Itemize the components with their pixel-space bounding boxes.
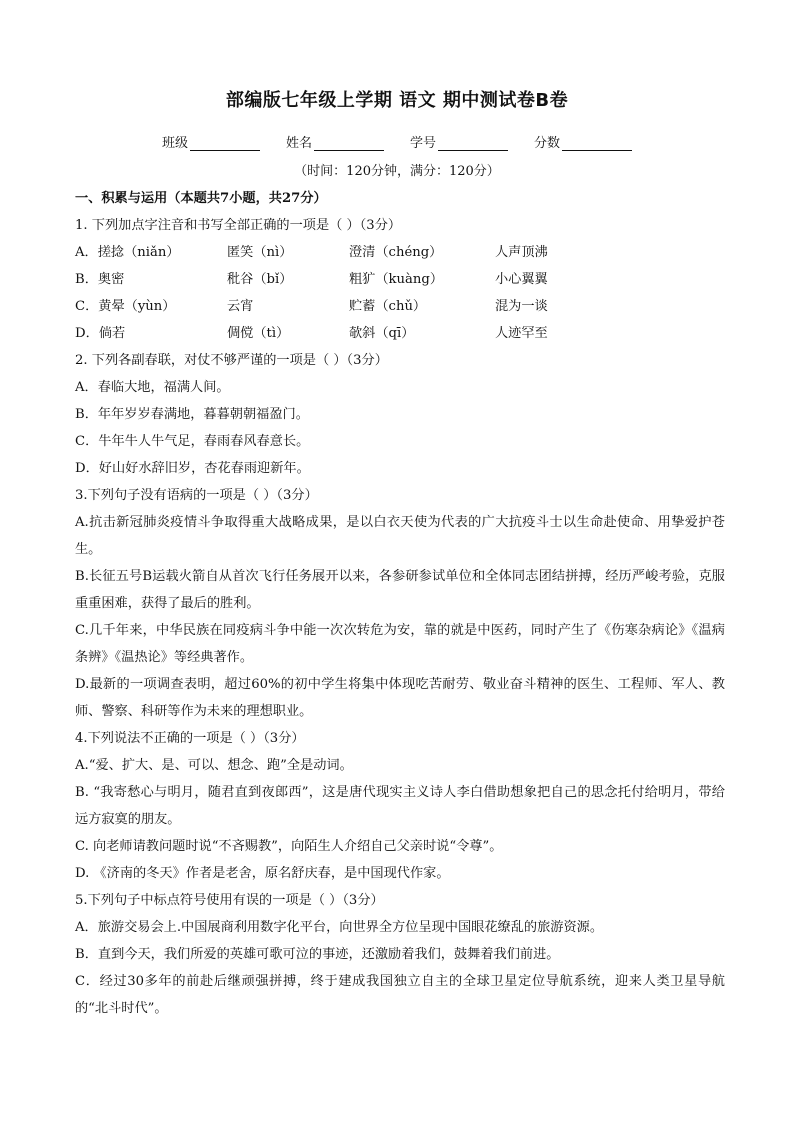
time-note: （时间：120分钟，满分：120分） [294,164,500,179]
question-5-option-a: A．旅游交易会上.中国展商利用数字化平台，向世界全方位呈现中国眼花缭乱的旅游资源。 [75,920,604,935]
option-cell: D．倘若 [75,326,126,341]
class-field [162,132,260,151]
question-4-stem: 4.下列说法不正确的一项是（ ）（3分） [75,731,305,746]
option-cell: 秕谷（bǐ） [227,272,293,287]
question-2-stem: 2. 下列各副春联，对仗不够严谨的一项是（ ）（3分） [75,353,388,368]
question-5-option-c: C．经过30多年的前赴后继顽强拼搏，终于建成我国独立自主的全球卫星定位导航系统，迎来人类卫星导航的“北斗时代”。 [75,974,725,1016]
option-cell: 倜傥（tì） [227,326,290,341]
question-2-option-c: C．牛年牛人牛气足，春雨春风春意长。 [75,434,310,449]
option-cell: 粗犷（kuàng） [349,272,444,287]
id-field [410,132,508,151]
question-3-option-d: D.最新的一项调查表明，超过60%的初中学生将集中体现吃苦耐劳、敬业奋斗精神的医生、工程师、军人、教师、警察、科研等作为未来的理想职业。 [75,677,725,719]
option-cell: 匿笑（nì） [227,245,293,260]
option-cell: B．奥密 [75,272,125,287]
question-5-option-b: B．直到今天，我们所爱的英雄可歌可泣的事迹，还激励着我们，鼓舞着我们前进。 [75,947,560,962]
student-info-row [0,132,794,151]
class-label: 班级 [161,136,188,151]
question-3-option-b: B.长征五号B运载火箭自从首次飞行任务展开以来，各参研参试单位和全体同志团结拼搏，经历严峻考验，克服重重困难，获得了最后的胜利。 [75,569,725,611]
question-2-option-a: A．春临大地，福满人间。 [75,380,230,395]
question-4-option-c: C. 向老师请教问题时说“不吝赐教”，向陌生人介绍自己父亲时说“令尊”。 [75,839,503,854]
score-label: 分数 [534,136,561,151]
option-cell: A．搓捻（niǎn） [75,245,180,260]
question-2-option-d: D．好山好水辞旧岁，杏花春雨迎新年。 [75,461,310,476]
question-3-option-a: A.抗击新冠肺炎疫情斗争取得重大战略成果，是以白衣天使为代表的广大抗疫斗士以生命赴使命、用挚爱护苍生。 [75,515,725,557]
question-4-option-a: A.“爱、扩大、是、可以、想念、跑”全是动词。 [75,758,353,773]
option-cell: 云宵 [227,299,254,314]
question-3-option-c: C.几千年来，中华民族在同疫病斗争中能一次次转危为安，靠的就是中医药，同时产生了《伤寒杂病论》《温病条辨》《温热论》等经典著作。 [75,623,725,665]
id-blank [438,136,508,151]
question-1-option-c [75,293,725,320]
option-cell: 人声顶沸 [495,245,548,260]
question-4-option-b: B. “我寄愁心与明月，随君直到夜郎西”，这是唐代现实主义诗人李白借助想象把自己的思念托付给明月，带给远方寂寞的朋友。 [75,785,725,827]
exam-title: 部编版七年级上学期 语文 期中测试卷B卷 [225,90,569,111]
option-cell: 小心翼翼 [495,272,548,287]
option-cell: 混为一谈 [495,299,548,314]
section-heading: 一、积累与运用（本题共7小题，共27分） [75,191,327,206]
name-field [286,132,384,151]
question-1-option-b [75,266,725,293]
option-cell: C．黄晕（yùn） [75,299,176,314]
name-label: 姓名 [285,136,312,151]
question-1-stem: 1. 下列加点字注音和书写全部正确的一项是（ ）（3分） [75,218,402,233]
question-1-option-d [75,320,725,347]
exam-content [75,185,725,1022]
name-blank [314,136,384,151]
option-cell: 欹斜（qī） [349,326,415,341]
option-cell: 贮蓄（chǔ） [349,299,427,314]
question-1-option-a [75,239,725,266]
option-cell: 人迹罕至 [495,326,548,341]
question-3-stem: 3.下列句子没有语病的一项是（ ）（3分） [75,488,318,503]
score-field [534,132,632,151]
question-4-option-d: D. 《济南的冬天》作者是老舍，原名舒庆春，是中国现代作家。 [75,866,450,881]
option-cell: 澄清（chéng） [349,245,443,260]
class-blank [190,136,260,151]
id-label: 学号 [410,136,437,151]
score-blank [562,136,632,151]
question-5-stem: 5.下列句子中标点符号使用有误的一项是（ ）（3分） [75,893,384,908]
question-2-option-b: B．年年岁岁春满地，暮暮朝朝福盈门。 [75,407,309,422]
